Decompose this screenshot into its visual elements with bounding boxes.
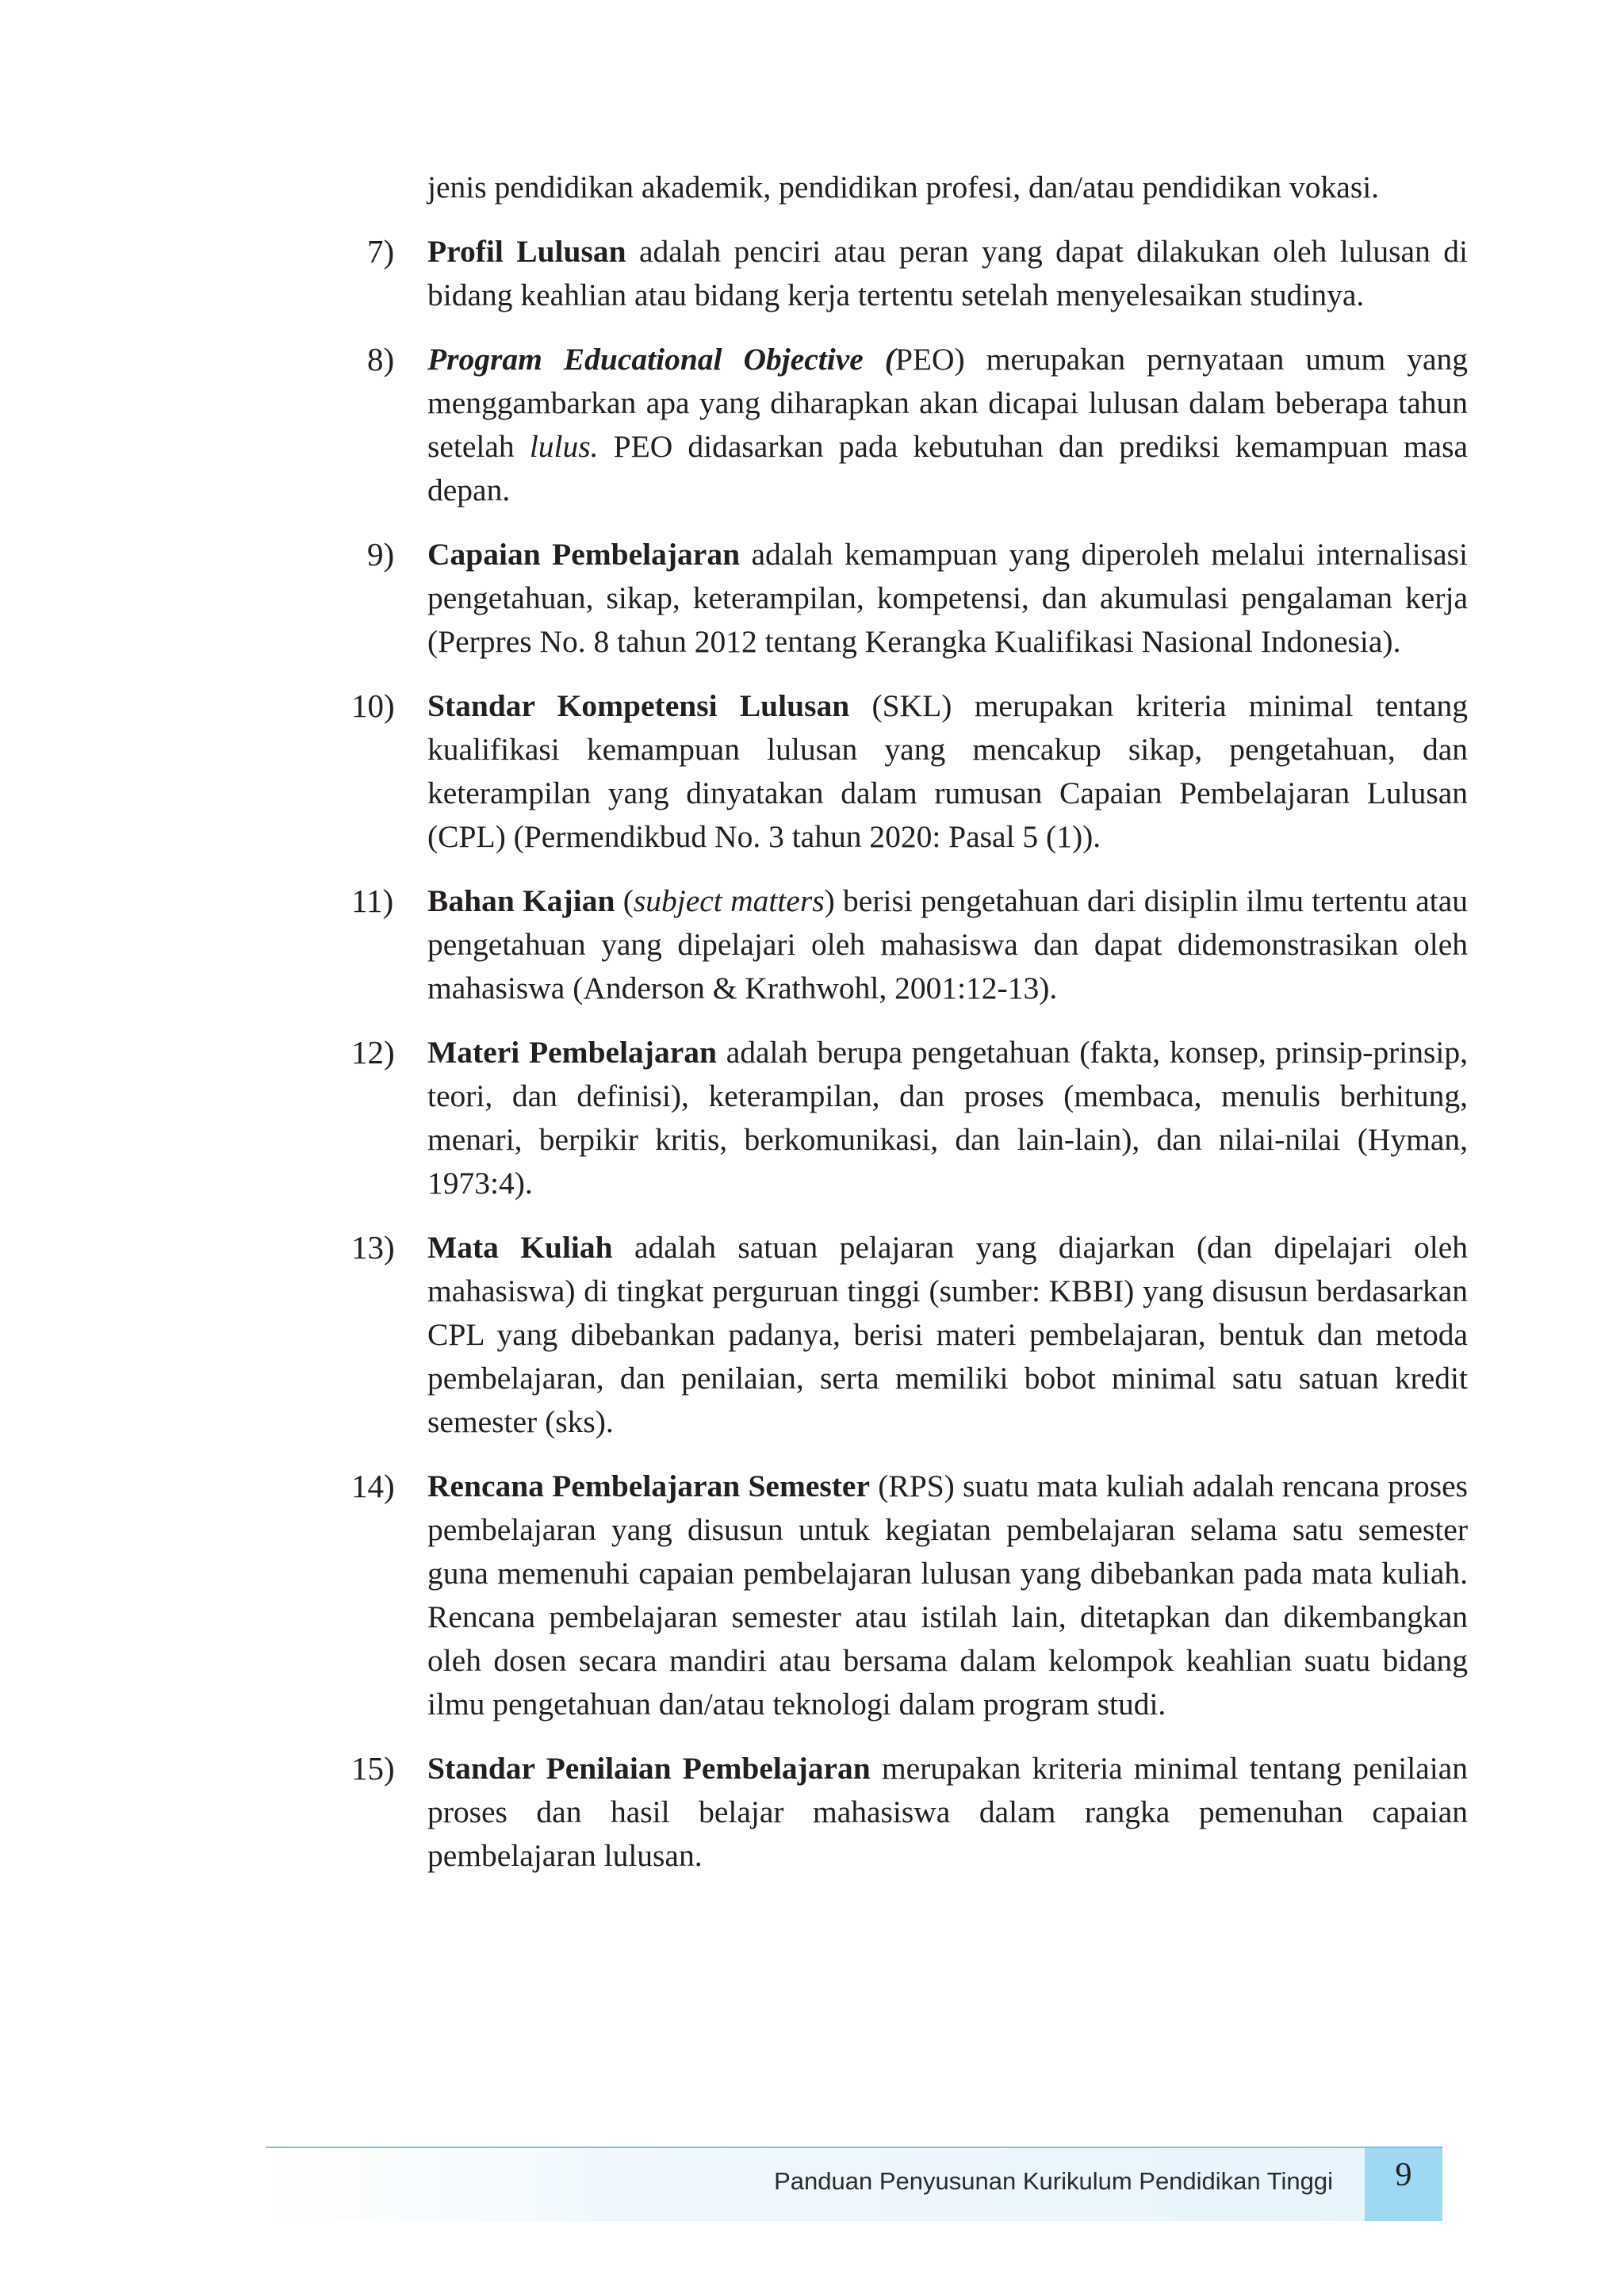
item-term: Materi Pembelajaran (427, 1035, 717, 1070)
intro-paragraph: jenis pendidikan akademik, pendidikan profesi, dan/atau pendidikan vokasi. (427, 170, 1380, 205)
definition-item-10 (351, 684, 1468, 859)
item-text: adalah penciri atau peran yang dapat dilakukan oleh lulusan di bidang keahlian atau bidang kerja tertentu setelah menyelesaikan studinya. (427, 234, 1468, 312)
definition-item-14 (351, 1465, 1468, 1726)
definition-item-15 (351, 1747, 1468, 1878)
item-number: 15) (351, 1750, 395, 1787)
item-number: 13) (351, 1229, 395, 1266)
item-number: 7) (367, 233, 395, 270)
item-term: Rencana Pembelajaran Semester (427, 1469, 870, 1503)
item-term: Bahan Kajian (427, 883, 615, 918)
item-number: 10) (351, 687, 395, 724)
item-term: Standar Penilaian Pembelajaran (427, 1751, 871, 1786)
page-footer (266, 2147, 1442, 2221)
item-number: 9) (367, 536, 395, 573)
page-content (351, 166, 1469, 1898)
item-number: 11) (351, 883, 394, 919)
footer-title: Panduan Penyusunan Kurikulum Pendidikan Tinggi (774, 2167, 1333, 2195)
item-text-cont: PEO didasarkan pada kebutuhan dan prediksi kemampuan masa depan. (427, 429, 1468, 507)
item-number: 12) (351, 1034, 395, 1070)
item-term: Mata Kuliah (427, 1230, 613, 1265)
definition-item-7 (361, 230, 1468, 317)
item-term: Capaian Pembelajaran (427, 537, 741, 572)
item-text: adalah satuan pelajaran yang diajarkan (dan dipelajari oleh mahasiswa) di tingkat perguruan tinggi (sumber: KBBI) yang disusun berdasarkan CPL yang dibebankan padanya, berisi materi pembelajaran, bentuk dan metoda pembelajaran, dan penilaian, serta memiliki bobot minimal satu satuan kredit semester (sks). (427, 1230, 1469, 1439)
item-text-cont: ) berisi pengetahuan dari disiplin ilmu tertentu atau pengetahuan yang dipelajari oleh mahasiswa dan dapat didemonstrasikan oleh mahasiswa (Anderson & Krathwohl, 2001:12-13). (427, 883, 1469, 1005)
item-text: adalah berupa pengetahuan (fakta, konsep, prinsip-prinsip, teori, dan definisi), keterampilan, dan proses (membaca, menulis berhitung, menari, berpikir kritis, berkomunikasi, dan lain-lain), dan nilai-nilai (Hyman, 1973:4). (427, 1035, 1468, 1201)
item-italic: subject matters (633, 883, 825, 918)
definition-item-8 (361, 338, 1468, 512)
item-number: 8) (367, 341, 395, 377)
definition-item-9 (361, 533, 1468, 664)
item-term: Program Educational Objective ( (427, 342, 895, 377)
page-number-box (1365, 2148, 1442, 2221)
item-text: adalah kemampuan yang diperoleh melalui internalisasi pengetahuan, sikap, keterampilan, kompetensi, dan akumulasi pengalaman kerja (Perpres No. 8 tahun 2012 tentang Kerangka Kualifikasi Nasional Indonesia). (427, 537, 1468, 659)
item-term: Standar Kompetensi Lulusan (427, 688, 850, 723)
definition-item-12 (351, 1031, 1468, 1205)
definition-item-11 (351, 879, 1469, 1010)
item-italic: lulus. (529, 429, 599, 464)
item-number: 14) (351, 1468, 395, 1504)
item-text: (SKL) merupakan kriteria minimal tentang kualifikasi kemampuan lulusan yang mencakup sikap, pengetahuan, dan keterampilan yang dinyatakan dalam rumusan Capaian Pembelajaran Lulusan (CPL) (Permendikbud No. 3 tahun 2020: Pasal 5 (1)). (427, 688, 1468, 854)
item-text: (RPS) suatu mata kuliah adalah rencana proses pembelajaran yang disusun untuk kegiatan pembelajaran selama satu semester guna memenuhi capaian pembelajaran lulusan yang dibebankan pada mata kuliah. Rencana pembelajaran semester atau istilah lain, ditetapkan dan dikembangkan oleh dosen secara mandiri atau bersama dalam kelompok keahlian suatu bidang ilmu pengetahuan dan/atau teknologi dalam program studi. (427, 1469, 1468, 1722)
item-text: PEO) merupakan pernyataan umum yang menggambarkan apa yang diharapkan akan dicapai lulusan dalam beberapa tahun setelah (427, 342, 1468, 464)
definition-item-13 (351, 1226, 1469, 1444)
item-term: Profil Lulusan (427, 234, 626, 269)
item-text: merupakan kriteria minimal tentang penilaian proses dan hasil belajar mahasiswa dalam rangka pemenuhan capaian pembelajaran lulusan. (427, 1751, 1468, 1873)
page-number: 9 (1395, 2157, 1412, 2193)
item-text: ( (615, 883, 634, 918)
